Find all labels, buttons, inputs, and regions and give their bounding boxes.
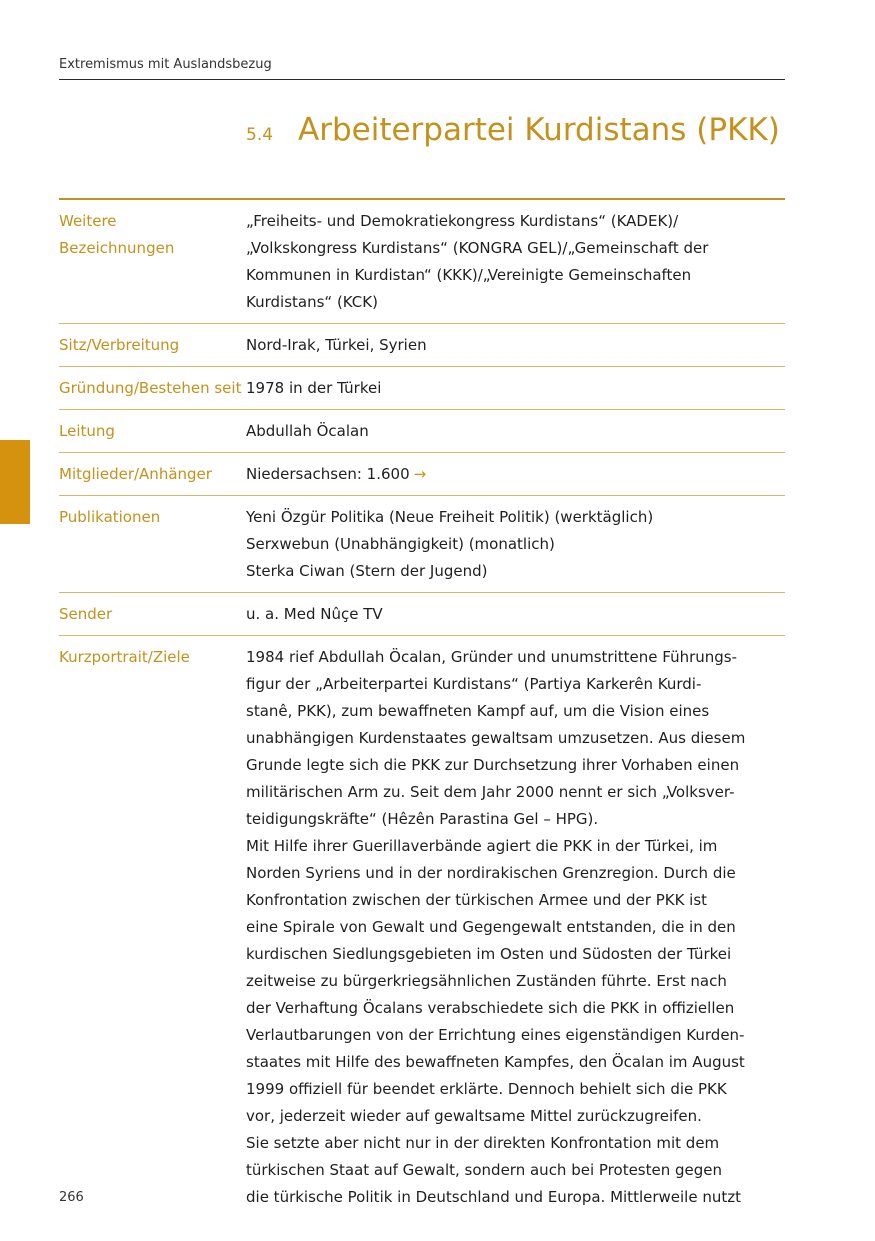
value-line: Konfrontation zwischen der türkischen Armee und der PKK ist: [246, 891, 708, 909]
row-value: [246, 461, 785, 488]
row-label: [59, 375, 246, 402]
trend-arrow-icon: →: [413, 465, 427, 483]
row-value: [246, 208, 785, 316]
row-gruendung: [59, 367, 785, 410]
value-line: Yeni Özgür Politika (Neue Freiheit Politik) (werktäglich): [246, 508, 654, 526]
label-line: Mitglieder/Anhänger: [59, 465, 212, 483]
section-heading: [246, 112, 780, 148]
row-label: [59, 332, 246, 359]
value-line: „Freiheits- und Demokratiekongress Kurdistans“ (KADEK)/: [246, 212, 679, 230]
row-sitz-verbreitung: [59, 324, 785, 367]
value-line: [246, 461, 785, 488]
value-line: vor, jederzeit wieder auf gewaltsame Mittel zurückzugreifen.: [246, 1107, 702, 1125]
row-label: [59, 504, 246, 585]
row-weitere-bezeichnungen: [59, 200, 785, 324]
row-kurzportrait: [59, 636, 785, 1218]
row-label: [59, 601, 246, 628]
page-number: 266: [59, 1190, 84, 1205]
value-line: Sie setzte aber nicht nur in der direkten Konfrontation mit dem: [246, 1134, 720, 1152]
label-line: Gründung/Bestehen seit: [59, 379, 242, 397]
label-line: Kurzportrait/Ziele: [59, 648, 190, 666]
row-value: [246, 332, 785, 359]
section-number: 5.4: [246, 125, 274, 145]
value-line: militärischen Arm zu. Seit dem Jahr 2000 nennt er sich „Volksver-: [246, 783, 735, 801]
value-line: stanê, PKK), zum bewaffneten Kampf auf, um die Vision eines: [246, 702, 710, 720]
row-value: [246, 418, 785, 445]
row-publikationen: [59, 496, 785, 593]
running-header: Extremismus mit Auslandsbezug: [59, 57, 272, 72]
row-sender: [59, 593, 785, 636]
row-leitung: [59, 410, 785, 453]
value-line: Sterka Ciwan (Stern der Jugend): [246, 562, 488, 580]
row-label: [59, 461, 246, 488]
value-line: 1978 in der Türkei: [246, 379, 382, 397]
value-line: Mit Hilfe ihrer Guerillaverbände agiert die PKK in der Türkei, im: [246, 837, 718, 855]
value-line: staates mit Hilfe des bewaffneten Kampfes, den Öcalan im August: [246, 1053, 745, 1071]
row-value: [246, 375, 785, 402]
value-line: u. a. Med Nûçe TV: [246, 605, 383, 623]
value-line: Nord-Irak, Türkei, Syrien: [246, 336, 427, 354]
value-line: Verlautbarungen von der Errichtung eines eigenständigen Kurden-: [246, 1026, 745, 1044]
value-line: türkischen Staat auf Gewalt, sondern auch bei Protesten gegen: [246, 1161, 723, 1179]
member-count: Niedersachsen: 1.600: [246, 465, 410, 483]
value-line: unabhängigen Kurdenstaates gewaltsam umzusetzen. Aus diesem: [246, 729, 746, 747]
value-line: der Verhaftung Öcalans verabschiedete sich die PKK in offiziellen: [246, 999, 735, 1017]
value-line: Grunde legte sich die PKK zur Durchsetzung ihrer Vorhaben einen: [246, 756, 740, 774]
chapter-side-tab: [0, 440, 30, 524]
value-line: eine Spirale von Gewalt und Gegengewalt entstanden, die in den: [246, 918, 736, 936]
label-line: Sender: [59, 605, 113, 623]
row-label: [59, 208, 246, 316]
value-line: figur der „Arbeiterpartei Kurdistans“ (Partiya Karkerên Kurdi-: [246, 675, 702, 693]
value-line: zeitweise zu bürgerkriegsähnlichen Zuständen führte. Erst nach: [246, 972, 727, 990]
value-line: Norden Syriens und in der nordirakischen Grenzregion. Durch die: [246, 864, 736, 882]
value-line: kurdischen Siedlungsgebieten im Osten und Südosten der Türkei: [246, 945, 732, 963]
value-line: 1999 offiziell für beendet erklärte. Dennoch behielt sich die PKK: [246, 1080, 727, 1098]
row-value: [246, 504, 785, 585]
label-line: Bezeichnungen: [59, 239, 175, 257]
row-label: [59, 644, 246, 1211]
value-line: Kommunen in Kurdistan“ (KKK)/„Vereinigte Gemeinschaften: [246, 266, 692, 284]
row-value: [246, 644, 785, 1211]
row-value: [246, 601, 785, 628]
row-label: [59, 418, 246, 445]
value-line: Abdullah Öcalan: [246, 422, 369, 440]
label-line: Publikationen: [59, 508, 161, 526]
section-title: Arbeiterpartei Kurdistans (PKK): [298, 112, 780, 148]
value-line: die türkische Politik in Deutschland und Europa. Mittlerweile nutzt: [246, 1188, 741, 1206]
label-line: Weitere: [59, 212, 117, 230]
value-line: teidigungskräfte“ (Hêzên Parastina Gel – HPG).: [246, 810, 599, 828]
row-mitglieder: [59, 453, 785, 496]
header-rule: [59, 79, 785, 80]
value-line: Kurdistans“ (KCK): [246, 293, 378, 311]
info-table: [59, 198, 785, 1218]
label-line: Sitz/Verbreitung: [59, 336, 180, 354]
value-line: „Volkskongress Kurdistans“ (KONGRA GEL)/„Gemeinschaft der: [246, 239, 709, 257]
value-line: Serxwebun (Unabhängigkeit) (monatlich): [246, 535, 555, 553]
label-line: Leitung: [59, 422, 115, 440]
value-line: 1984 rief Abdullah Öcalan, Gründer und unumstrittene Führungs-: [246, 648, 738, 666]
